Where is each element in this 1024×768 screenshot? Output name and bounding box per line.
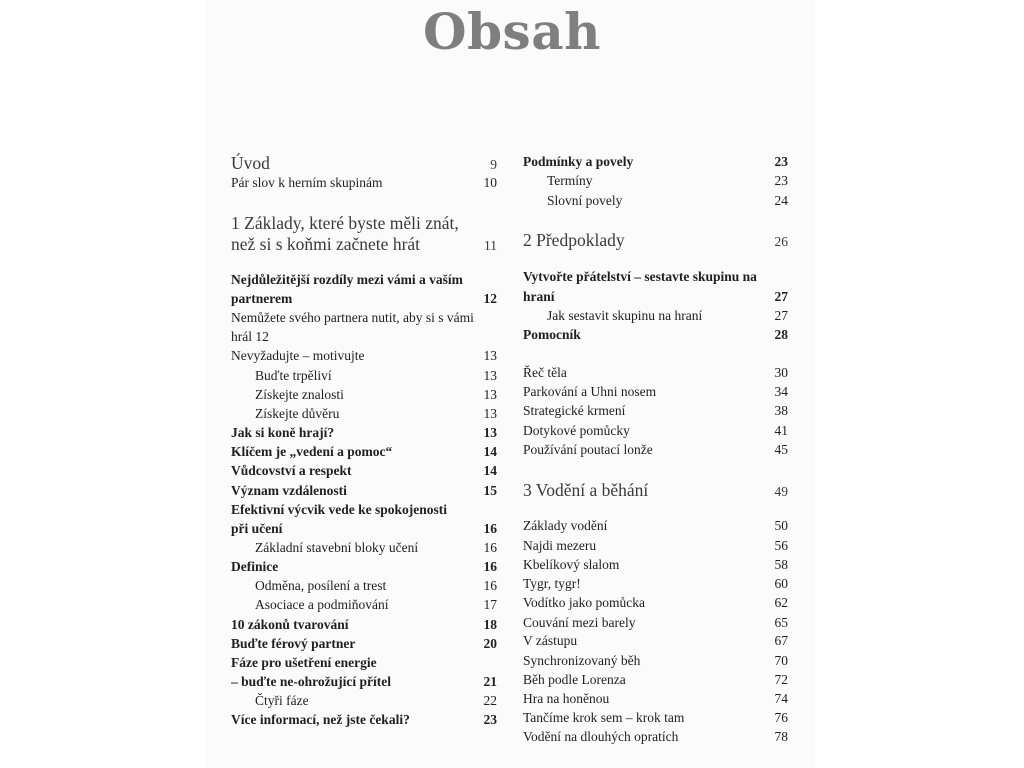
toc-entry-label: Vodění na dlouhých opratích — [523, 729, 679, 744]
toc-entry-label: partnerem — [231, 291, 293, 306]
toc-entry-page: 9 — [490, 157, 497, 172]
toc-entry — [231, 443, 497, 461]
toc-entry-label: Buďte férový partner — [231, 636, 356, 651]
toc-entry-label: 2 Předpoklady — [523, 230, 625, 250]
toc-entry — [231, 558, 497, 576]
toc-entry — [231, 328, 497, 346]
toc-entry-page: 16 — [483, 540, 497, 555]
toc-entry-label: Fáze pro ušetření energie — [231, 655, 377, 670]
toc-entry — [523, 307, 788, 325]
toc-entry — [523, 556, 788, 574]
toc-entry-page: 27 — [774, 308, 788, 323]
toc-entry-label: Nevyžadujte – motivujte — [231, 348, 365, 363]
toc-entry-label: Jak sestavit skupinu na hraní — [547, 308, 703, 323]
toc-entry-label: Strategické krmení — [523, 403, 626, 418]
toc-entry — [523, 172, 788, 190]
toc-entry-label: Asociace a podmiňování — [255, 597, 389, 612]
toc-entry — [523, 326, 788, 344]
toc-entry-label: Význam vzdálenosti — [231, 483, 347, 498]
toc-entry — [231, 539, 497, 557]
toc-entry-page: 23 — [774, 173, 788, 188]
toc-entry-label: Úvod — [231, 153, 270, 173]
toc-entry-label: Nejdůležitější rozdíly mezi vámi a vaším — [231, 272, 463, 287]
toc-entry-label: hraní — [523, 289, 555, 304]
toc-entry-page: 67 — [774, 633, 788, 648]
toc-entry-page: 18 — [483, 617, 497, 632]
toc-entry — [231, 347, 497, 365]
toc-entry — [523, 575, 788, 593]
toc-entry — [523, 652, 788, 670]
toc-entry-label: Základní stavební bloky učení — [255, 540, 419, 555]
toc-entry — [523, 709, 788, 727]
toc-entry-page: 16 — [483, 578, 497, 593]
toc-entry-label: Podmínky a povely — [523, 154, 634, 169]
toc-entry-page: 10 — [483, 175, 497, 190]
toc-entry-label: Používání poutací lonže — [523, 442, 653, 457]
toc-entry-page: 13 — [483, 425, 497, 440]
toc-entry-label: Běh podle Lorenza — [523, 672, 626, 687]
toc-entry-label: Více informací, než jste čekali? — [231, 712, 410, 727]
toc-entry-page: 23 — [483, 712, 497, 727]
toc-entry-page: 38 — [774, 403, 788, 418]
toc-entry-label: Odměna, posílení a trest — [255, 578, 387, 593]
toc-entry-page: 70 — [774, 653, 788, 668]
toc-entry — [523, 268, 788, 286]
toc-entry-page: 13 — [483, 387, 497, 402]
toc-entry-page: 58 — [774, 557, 788, 572]
toc-entry-page: 24 — [774, 193, 788, 208]
toc-entry-label: Termíny — [547, 173, 593, 188]
toc-entry-label: Tygr, tygr! — [523, 576, 581, 591]
toc-entry-label: Slovní povely — [547, 193, 623, 208]
toc-entry-label: Parkování a Uhni nosem — [523, 384, 657, 399]
toc-entry — [231, 386, 497, 404]
toc-entry-page: 72 — [774, 672, 788, 687]
toc-entry-label: Řeč těla — [523, 365, 567, 380]
toc-entry — [523, 402, 788, 420]
toc-entry-page: 17 — [483, 597, 497, 612]
toc-entry-page: 50 — [774, 518, 788, 533]
toc-entry-label: Buďte trpěliví — [255, 368, 332, 383]
toc-entry-page: 16 — [483, 559, 497, 574]
toc-entry — [523, 364, 788, 382]
toc-entry-page: 30 — [774, 365, 788, 380]
toc-entry-page: 45 — [774, 442, 788, 457]
toc-entry-label: Tančíme krok sem – krok tam — [523, 710, 685, 725]
toc-entry-page: 13 — [483, 368, 497, 383]
toc-entry-label: Couvání mezi barely — [523, 615, 636, 630]
toc-entry — [231, 405, 497, 423]
toc-entry-page: 15 — [483, 483, 497, 498]
toc-entry-label: Definice — [231, 559, 279, 574]
toc-entry — [523, 422, 788, 440]
toc-entry — [231, 152, 497, 176]
toc-entry-page: 41 — [774, 423, 788, 438]
toc-entry — [231, 673, 497, 691]
toc-entry — [523, 690, 788, 708]
toc-entry-label: V zástupu — [523, 633, 578, 648]
toc-entry — [523, 441, 788, 459]
toc-entry — [523, 537, 788, 555]
toc-entry-label: Pomocník — [523, 327, 581, 342]
toc-entry-page: 27 — [774, 289, 788, 304]
toc-entry — [231, 174, 497, 192]
toc-entry-label: hrál 12 — [231, 329, 269, 344]
toc-entry-label: 10 zákonů tvarování — [231, 617, 349, 632]
toc-entry-label: při učení — [231, 521, 283, 536]
toc-entry — [231, 424, 497, 442]
toc-entry — [231, 520, 497, 538]
toc-entry-page: 13 — [483, 406, 497, 421]
toc-entry — [231, 596, 497, 614]
toc-entry-page: 11 — [484, 238, 497, 253]
toc-entry-page: 16 — [483, 521, 497, 536]
toc-entry — [231, 577, 497, 595]
toc-entry-label: Synchronizovaný běh — [523, 653, 641, 668]
toc-entry — [231, 501, 497, 519]
toc-entry-label: 3 Vodění a běhání — [523, 480, 649, 500]
toc-entry-label: Najdi mezeru — [523, 538, 597, 553]
toc-entry-page: 78 — [774, 729, 788, 744]
toc-entry-label: Jak si koně hrají? — [231, 425, 335, 440]
toc-entry-label: 1 Základy, které byste měli znát, — [231, 213, 459, 233]
toc-entry — [231, 290, 497, 308]
toc-entry-label: Dotykové pomůcky — [523, 423, 630, 438]
toc-entry — [231, 271, 497, 289]
toc-entry — [231, 462, 497, 480]
toc-entry — [231, 212, 497, 234]
toc-entry — [523, 594, 788, 612]
toc-entry-label: Nemůžete svého partnera nutit, aby si s vámi — [231, 310, 474, 325]
toc-entry — [523, 632, 788, 650]
toc-entry — [231, 654, 497, 672]
toc-entry-page: 13 — [483, 348, 497, 363]
toc-entry-label: Vytvořte přátelství – sestavte skupinu na — [523, 269, 757, 284]
toc-entry-page: 56 — [774, 538, 788, 553]
toc-entry-label: Pár slov k herním skupinám — [231, 175, 383, 190]
page-title: Obsah — [423, 2, 601, 61]
toc-entry-page: 34 — [774, 384, 788, 399]
toc-entry-page: 60 — [774, 576, 788, 591]
toc-entry — [523, 229, 788, 253]
toc-entry-page: 26 — [774, 234, 788, 249]
toc-entry — [523, 192, 788, 210]
toc-entry — [231, 367, 497, 385]
toc-entry — [523, 614, 788, 632]
toc-entry-label: Klíčem je „vedení a pomoc“ — [231, 444, 393, 459]
toc-entry-page: 20 — [483, 636, 497, 651]
toc-entry — [523, 479, 788, 503]
toc-entry-page: 14 — [483, 463, 497, 478]
toc-entry-page: 14 — [483, 444, 497, 459]
toc-entry — [231, 233, 497, 257]
toc-entry-page: 76 — [774, 710, 788, 725]
toc-entry-page: 21 — [483, 674, 497, 689]
toc-entry — [231, 711, 497, 729]
toc-entry — [231, 692, 497, 710]
toc-entry-label: Kbelíkový slalom — [523, 557, 620, 572]
toc-entry-label: Vodítko jako pomůcka — [523, 595, 645, 610]
toc-entry-page: 74 — [774, 691, 788, 706]
toc-entry-label: Hra na honěnou — [523, 691, 610, 706]
toc-entry-page: 65 — [774, 615, 788, 630]
toc-entry-page: 22 — [483, 693, 497, 708]
toc-entry — [231, 616, 497, 634]
toc-entry — [523, 288, 788, 306]
toc-entry-label: Efektivní výcvik vede ke spokojenosti — [231, 502, 448, 517]
toc-entry-page: 62 — [774, 595, 788, 610]
toc-entry-label: Čtyři fáze — [255, 693, 309, 708]
toc-entry — [523, 728, 788, 746]
toc-entry-page: 49 — [774, 484, 788, 499]
toc-entry-label: Základy vodění — [523, 518, 608, 533]
toc-entry-label: Získejte důvěru — [255, 406, 340, 421]
toc-entry-page: 12 — [483, 291, 497, 306]
toc-entry — [523, 153, 788, 171]
toc-entry-page: 23 — [774, 154, 788, 169]
toc-entry — [231, 309, 497, 327]
toc-entry-label: Vůdcovství a respekt — [231, 463, 352, 478]
toc-entry — [523, 383, 788, 401]
toc-entry-label: – buďte ne-ohrožující přítel — [231, 674, 392, 689]
toc-entry — [523, 671, 788, 689]
toc-entry — [231, 635, 497, 653]
toc-entry — [231, 482, 497, 500]
toc-entry-label: Získejte znalosti — [255, 387, 344, 402]
toc-entry — [523, 517, 788, 535]
toc-entry-page: 28 — [774, 327, 788, 342]
toc-entry-label: než si s koňmi začnete hrát — [231, 234, 421, 254]
